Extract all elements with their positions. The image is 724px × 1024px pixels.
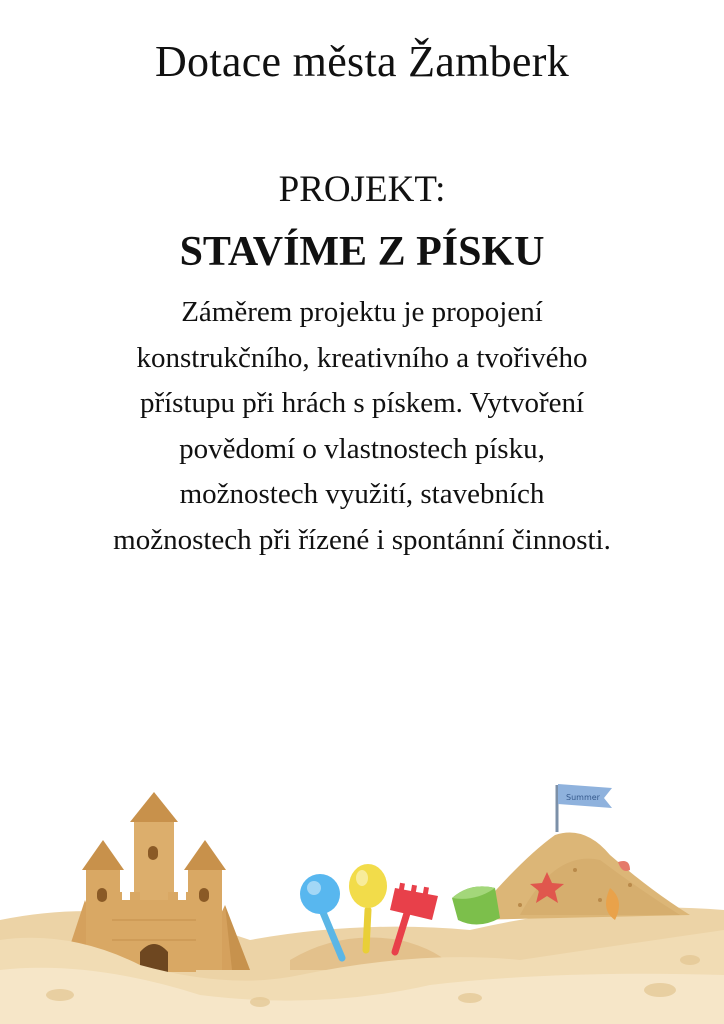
sandcastle-illustration: [0, 770, 724, 1024]
project-label: PROJEKT:: [278, 169, 446, 210]
summer-flag: [557, 784, 612, 832]
sandcastle-icon: [62, 792, 250, 972]
page-heading: Dotace města Žamberk: [154, 37, 570, 86]
bucket-icon: [452, 886, 500, 924]
project-description: Záměrem projektu je propojení konstrukčního, kreativního a tvořivého přístupu při hrách s pískem. Vytvoření povědomí o vlastnostech písku, možnostech využití, stavebních možnostech při řízené i spontánní činnosti.: [113, 296, 611, 556]
flag-text: Summer: [566, 793, 600, 802]
project-title: STAVÍME Z PÍSKU: [179, 229, 545, 275]
sand-mound: [470, 833, 690, 921]
